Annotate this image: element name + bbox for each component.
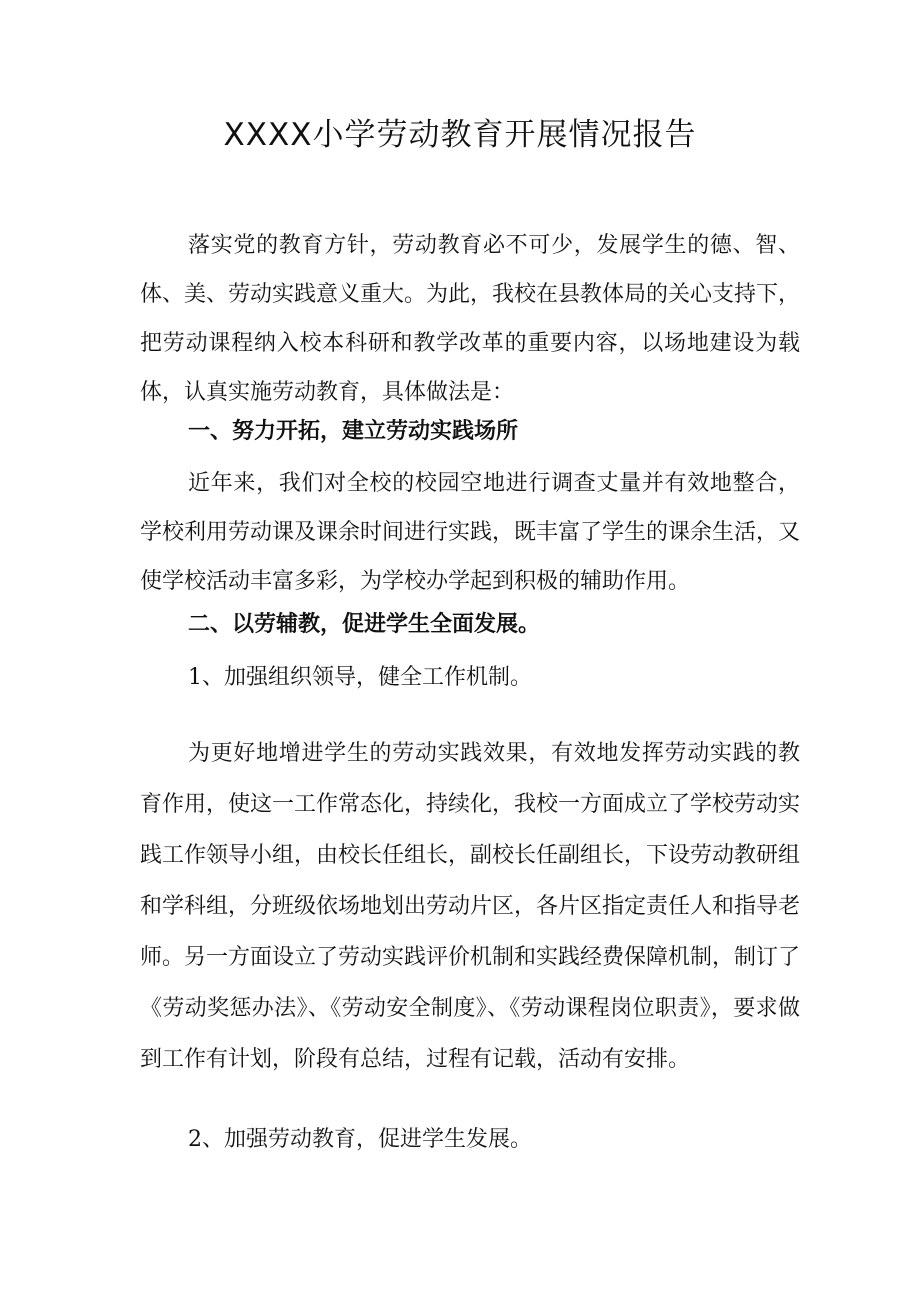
subsection-heading-1: 1、加强组织领导，健全工作机制。: [188, 665, 532, 690]
intro-paragraph: 落实党的教育方针，劳动教育必不可少，发展学生的德、智、体、美、劳动实践意义重大。为此，我校在县教体局的关心支持下，把劳动课程纳入校本科研和教学改革的重要内容，以场地建设为载体，认真实施劳动教育，具体做法是：: [140, 233, 801, 405]
section-1-paragraph: 近年来，我们对全校的校园空地进行调查丈量并有效地整合，学校利用劳动课及课余时间进行实践，既丰富了学生的课余生活，又使学校活动丰富多彩，为学校办学起到积极的辅助作用。: [140, 471, 801, 594]
subsection-1-paragraph: 为更好地增进学生的劳动实践效果，有效地发挥劳动实践的教育作用，使这一工作常态化，持续化，我校一方面成立了学校劳动实践工作领导小组，由校长任组长，副校长任副组长，下设劳动教研组和学科组，分班级依场地划出劳动片区，各片区指定责任人和指导老师。另一方面设立了劳动实践评价机制和实践经费保障机制，制订了《劳动奖惩办法》、《劳动安全制度》、《劳动课程岗位职责》，要求做到工作有计划，阶段有总结，过程有记载，活动有安排。: [140, 741, 801, 1072]
document-title: XXXX小学劳动教育开展情况报告: [223, 117, 697, 153]
subsection-heading-2: 2、加强劳动教育，促进学生发展。: [188, 1127, 532, 1152]
section-heading-2: 二、以劳辅教，促进学生全面发展。: [188, 611, 541, 637]
section-heading-1: 一、努力开拓，建立劳动实践场所: [188, 418, 519, 444]
